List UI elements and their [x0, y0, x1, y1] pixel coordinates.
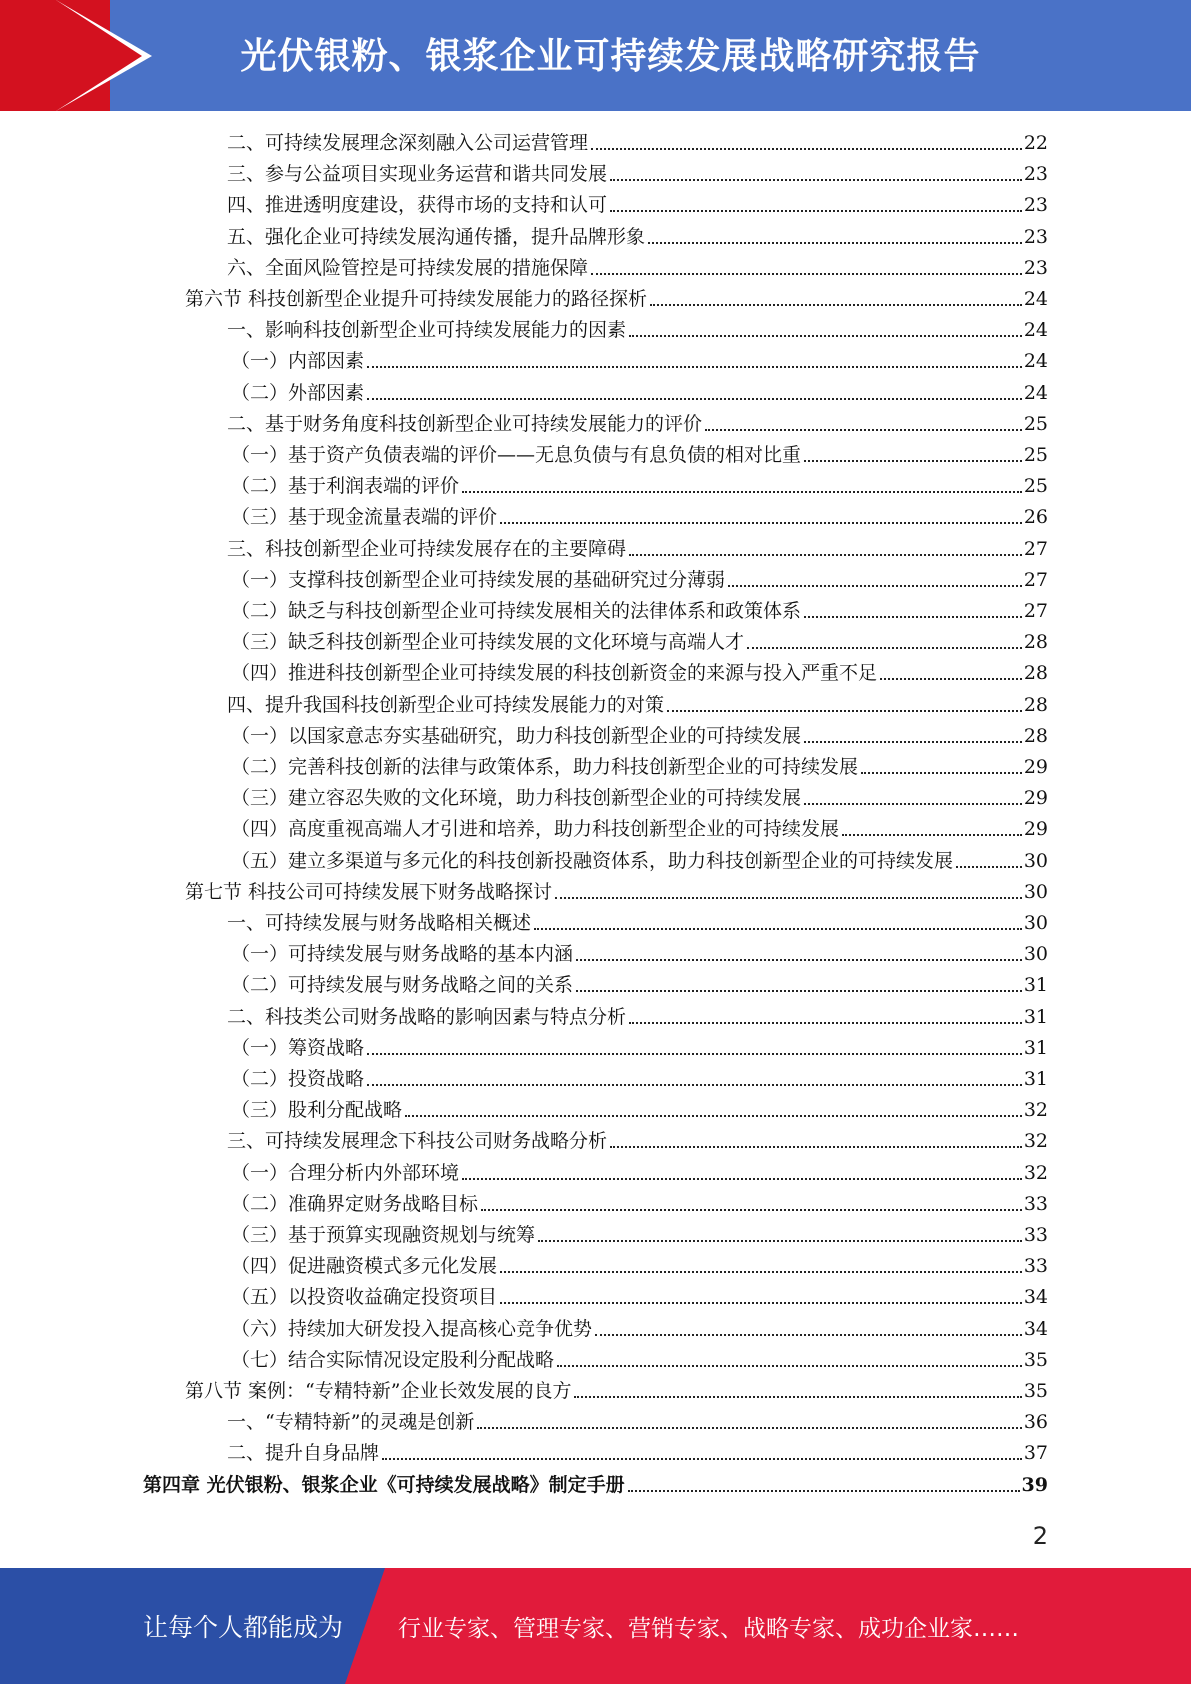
- toc-entry[interactable]: [231, 1189, 1048, 1219]
- toc-entry[interactable]: [231, 970, 1048, 1000]
- toc-entry-page: 30: [1023, 912, 1048, 934]
- toc-entry[interactable]: [227, 1438, 1048, 1468]
- toc-entry[interactable]: [227, 1126, 1048, 1156]
- toc-entry[interactable]: [231, 1251, 1048, 1281]
- toc-leader-dots: [367, 398, 1022, 400]
- toc-leader-dots: [804, 616, 1022, 618]
- toc-entry-title: 第四章 光伏银粉、银浆企业《可持续发展战略》制定手册: [143, 1473, 625, 1496]
- toc-entry-page: 29: [1023, 787, 1048, 810]
- toc-leader-dots: [481, 1209, 1022, 1211]
- toc-leader-dots: [747, 647, 1022, 649]
- toc-entry-title: 三、参与公益项目实现业务运营和谐共同发展: [227, 163, 608, 186]
- toc-entry-page: 31: [1023, 1005, 1048, 1028]
- toc-entry-title: 一、“专精特新”的灵魂是创新: [227, 1411, 475, 1434]
- toc-entry-title: 第六节 科技创新型企业提升可持续发展能力的路径探析: [185, 288, 648, 310]
- toc-leader-dots: [667, 710, 1022, 712]
- toc-leader-dots: [610, 210, 1022, 212]
- toc-entry-page: 30: [1023, 880, 1048, 903]
- toc-entry-title: （三）缺乏科技创新型企业可持续发展的文化环境与高端人才: [231, 631, 745, 654]
- toc-entry-title: （一）内部因素: [231, 350, 365, 373]
- toc-leader-dots: [880, 678, 1022, 680]
- toc-leader-dots: [804, 741, 1022, 743]
- toc-entry-page: 35: [1023, 1380, 1048, 1402]
- page-header: [0, 0, 1191, 111]
- toc-entry-page: 28: [1023, 693, 1048, 716]
- toc-entry[interactable]: [231, 846, 1048, 876]
- toc-entry-title: 一、影响科技创新型企业可持续发展能力的因素: [227, 319, 627, 342]
- toc-entry-title: 二、科技类公司财务战略的影响因素与特点分析: [227, 1005, 627, 1028]
- toc-leader-dots: [610, 1146, 1022, 1148]
- toc-entry-title: （五）建立多渠道与多元化的科技创新投融资体系，助力科技创新型企业的可持续发展: [231, 849, 954, 872]
- toc-entry[interactable]: [231, 1314, 1048, 1344]
- toc-leader-dots: [367, 1084, 1022, 1086]
- toc-entry-page: 35: [1023, 1348, 1048, 1371]
- toc-entry-title: （三）基于预算实现融资规划与统筹: [231, 1224, 536, 1246]
- toc-leader-dots: [574, 1396, 1021, 1398]
- toc-entry-title: 第七节 科技公司可持续发展下财务战略探讨: [185, 880, 553, 903]
- toc-entry-title: 三、可持续发展理念下科技公司财务战略分析: [227, 1130, 608, 1153]
- toc-entry-title: 四、推进透明度建设，获得市场的支持和认可: [227, 194, 608, 217]
- toc-leader-dots: [405, 1115, 1022, 1117]
- toc-entry[interactable]: [231, 1282, 1048, 1312]
- toc-entry-title: （五）以投资收益确定投资项目: [231, 1286, 498, 1309]
- page-footer: [0, 1568, 1191, 1684]
- toc-entry[interactable]: [231, 440, 1048, 470]
- toc-entry-page: 30: [1023, 849, 1048, 872]
- toc-entry-title: （二）基于利润表端的评价: [231, 475, 460, 498]
- toc-entry[interactable]: [227, 690, 1048, 720]
- toc-entry-page: 23: [1023, 256, 1048, 279]
- toc-leader-dots: [595, 1334, 1022, 1336]
- toc-entry-title: （六）持续加大研发投入提高核心竞争优势: [231, 1317, 593, 1340]
- toc-leader-dots: [650, 304, 1022, 306]
- toc-entry[interactable]: [227, 534, 1048, 564]
- toc-entry-page: 33: [1023, 1192, 1048, 1215]
- toc-leader-dots: [367, 1053, 1022, 1055]
- toc-entry-page: 28: [1023, 724, 1048, 747]
- toc-entry-title: （七）结合实际情况设定股利分配战略: [231, 1348, 555, 1371]
- toc-leader-dots: [629, 554, 1022, 556]
- toc-leader-dots: [610, 179, 1022, 181]
- toc-entry[interactable]: [231, 1033, 1048, 1063]
- toc-entry-page: 31: [1023, 974, 1048, 997]
- toc-leader-dots: [629, 335, 1022, 337]
- toc-leader-dots: [804, 803, 1022, 805]
- toc-entry[interactable]: [185, 284, 1048, 314]
- toc-entry-page: 32: [1023, 1130, 1048, 1153]
- toc-entry[interactable]: [227, 1002, 1048, 1032]
- toc-leader-dots: [534, 928, 1022, 930]
- toc-entry[interactable]: [231, 627, 1048, 657]
- toc-entry-page: 30: [1023, 943, 1048, 966]
- toc-entry-title: 一、可持续发展与财务战略相关概述: [227, 912, 532, 934]
- toc-leader-dots: [367, 366, 1022, 368]
- toc-entry[interactable]: [231, 565, 1048, 595]
- toc-entry[interactable]: [231, 346, 1048, 376]
- toc-entry-title: 三、科技创新型企业可持续发展存在的主要障碍: [227, 537, 627, 560]
- toc-entry-title: （一）基于资产负债表端的评价——无息负债与有息负债的相对比重: [231, 444, 802, 466]
- toc-leader-dots: [500, 1271, 1022, 1273]
- footer-slogan-right: 行业专家、管理专家、营销专家、战略专家、成功企业家……: [398, 1616, 1019, 1642]
- toc-entry-page: 23: [1023, 194, 1048, 217]
- toc-entry-page: 28: [1023, 662, 1048, 685]
- toc-entry-page: 23: [1023, 163, 1048, 186]
- toc-entry-title: 第八节 案例：“专精特新”企业长效发展的良方: [185, 1380, 572, 1402]
- toc-entry[interactable]: [231, 1220, 1048, 1250]
- toc-entry[interactable]: [231, 1158, 1048, 1188]
- toc-leader-dots: [648, 242, 1022, 244]
- toc-entry[interactable]: [227, 409, 1048, 439]
- toc-entry[interactable]: [231, 721, 1048, 751]
- toc-entry-page: 24: [1023, 350, 1048, 373]
- toc-entry-page: 24: [1023, 288, 1048, 310]
- toc-entry-page: 32: [1023, 1161, 1048, 1184]
- toc-entry-title: 六、全面风险管控是可持续发展的措施保障: [227, 256, 589, 279]
- toc-entry-page: 29: [1023, 756, 1048, 778]
- toc-leader-dots: [705, 429, 1022, 431]
- toc-leader-dots: [629, 1022, 1022, 1024]
- toc-entry[interactable]: [143, 1470, 1048, 1500]
- toc-entry-title: 五、强化企业可持续发展沟通传播，提升品牌形象: [227, 225, 646, 248]
- toc-leader-dots: [557, 1365, 1022, 1367]
- toc-leader-dots: [728, 585, 1022, 587]
- toc-leader-dots: [555, 897, 1022, 899]
- toc-leader-dots: [842, 834, 1022, 836]
- toc-entry-title: （二）准确界定财务战略目标: [231, 1192, 479, 1215]
- toc-entry-page: 24: [1023, 319, 1048, 342]
- toc-entry-page: 31: [1023, 1036, 1048, 1059]
- toc-entry-title: 二、提升自身品牌: [227, 1442, 380, 1465]
- toc-leader-dots: [591, 273, 1022, 275]
- toc-leader-dots: [956, 866, 1022, 868]
- toc-leader-dots: [500, 522, 1022, 524]
- toc-entry[interactable]: [227, 908, 1048, 938]
- toc-entry-page: 36: [1023, 1411, 1048, 1434]
- toc-entry[interactable]: [227, 159, 1048, 189]
- toc-entry[interactable]: [185, 1376, 1048, 1406]
- toc-entry-title: （三）股利分配战略: [231, 1099, 403, 1122]
- toc-entry-page: 39: [1021, 1473, 1048, 1496]
- toc-entry-title: （一）合理分析内外部环境: [231, 1161, 460, 1184]
- toc-leader-dots: [576, 959, 1022, 961]
- toc-entry-title: （四）促进融资模式多元化发展: [231, 1255, 498, 1278]
- toc-leader-dots: [538, 1240, 1022, 1242]
- toc-entry[interactable]: [231, 1064, 1048, 1094]
- toc-entry[interactable]: [227, 190, 1048, 220]
- toc-leader-dots: [591, 148, 1022, 150]
- page-number: 2: [1032, 1522, 1048, 1550]
- toc-entry-title: 四、提升我国科技创新型企业可持续发展能力的对策: [227, 693, 665, 716]
- toc-entry-title: （二）可持续发展与财务战略之间的关系: [231, 974, 574, 997]
- toc-entry-page: 27: [1023, 600, 1048, 622]
- toc-entry[interactable]: [227, 315, 1048, 345]
- toc-entry[interactable]: [231, 658, 1048, 688]
- toc-entry-page: 25: [1023, 475, 1048, 498]
- toc-entry-page: 37: [1023, 1442, 1048, 1465]
- toc-entry[interactable]: [231, 596, 1048, 626]
- toc-entry-page: 22: [1023, 132, 1048, 154]
- toc-entry-title: （一）支撑科技创新型企业可持续发展的基础研究过分薄弱: [231, 568, 726, 591]
- toc-entry[interactable]: [231, 939, 1048, 969]
- toc-entry-title: （四）推进科技创新型企业可持续发展的科技创新资金的来源与投入严重不足: [231, 662, 878, 685]
- toc-leader-dots: [462, 1178, 1022, 1180]
- toc-entry[interactable]: [227, 1407, 1048, 1437]
- toc-entry-page: 27: [1023, 537, 1048, 560]
- toc-entry-title: （一）以国家意志夯实基础研究，助力科技创新型企业的可持续发展: [231, 724, 802, 747]
- toc-entry-title: （二）外部因素: [231, 381, 365, 404]
- toc-entry[interactable]: [227, 128, 1048, 158]
- toc-entry-title: （一）可持续发展与财务战略的基本内涵: [231, 943, 574, 966]
- toc-leader-dots: [462, 491, 1022, 493]
- toc-entry[interactable]: [231, 1345, 1048, 1375]
- toc-entry-title: （二）投资战略: [231, 1068, 365, 1090]
- toc-entry[interactable]: [185, 877, 1048, 907]
- toc-entry-page: 25: [1023, 444, 1048, 466]
- toc-leader-dots: [804, 460, 1022, 462]
- toc-leader-dots: [500, 1302, 1022, 1304]
- toc-entry-page: 33: [1023, 1255, 1048, 1278]
- toc-entry[interactable]: [231, 502, 1048, 532]
- toc-entry-title: （三）建立容忍失败的文化环境，助力科技创新型企业的可持续发展: [231, 787, 802, 810]
- toc-entry-page: 23: [1023, 225, 1048, 248]
- toc-entry-title: （一）筹资战略: [231, 1036, 365, 1059]
- toc-leader-dots: [382, 1458, 1022, 1460]
- toc-entry-page: 25: [1023, 412, 1048, 435]
- report-title: 光伏银粉、银浆企业可持续发展战略研究报告: [240, 36, 981, 77]
- toc-entry-page: 26: [1023, 506, 1048, 529]
- toc-entry[interactable]: [231, 1095, 1048, 1125]
- toc-entry-title: （二）完善科技创新的法律与政策体系，助力科技创新型企业的可持续发展: [231, 756, 859, 778]
- toc-entry[interactable]: [231, 783, 1048, 813]
- toc-entry-title: 二、可持续发展理念深刻融入公司运营管理: [227, 132, 589, 154]
- toc-entry[interactable]: [227, 222, 1048, 252]
- footer-slogan-left: 让每个人都能成为: [143, 1613, 344, 1642]
- toc-entry[interactable]: [231, 814, 1048, 844]
- toc-leader-dots: [861, 772, 1022, 774]
- toc-entry-page: 31: [1023, 1068, 1048, 1090]
- toc-leader-dots: [628, 1490, 1020, 1492]
- toc-entry-page: 33: [1023, 1224, 1048, 1246]
- toc-entry-page: 27: [1023, 568, 1048, 591]
- toc-entry-page: 24: [1023, 381, 1048, 404]
- toc-entry[interactable]: [231, 378, 1048, 408]
- toc-leader-dots: [576, 990, 1022, 992]
- toc-entry-title: （二）缺乏与科技创新型企业可持续发展相关的法律体系和政策体系: [231, 600, 802, 622]
- toc-entry-page: 29: [1023, 818, 1048, 841]
- toc-entry[interactable]: [231, 752, 1048, 782]
- toc-entry-page: 28: [1023, 631, 1048, 654]
- toc-entry[interactable]: [231, 471, 1048, 501]
- toc-entry[interactable]: [227, 253, 1048, 283]
- toc-entry-page: 32: [1023, 1099, 1048, 1122]
- toc-entry-page: 34: [1023, 1286, 1048, 1309]
- toc-leader-dots: [477, 1427, 1021, 1429]
- toc-entry-title: （三）基于现金流量表端的评价: [231, 506, 498, 529]
- toc-entry-page: 34: [1023, 1317, 1048, 1340]
- toc-entry-title: （四）高度重视高端人才引进和培养，助力科技创新型企业的可持续发展: [231, 818, 840, 841]
- toc-entry-title: 二、基于财务角度科技创新型企业可持续发展能力的评价: [227, 412, 703, 435]
